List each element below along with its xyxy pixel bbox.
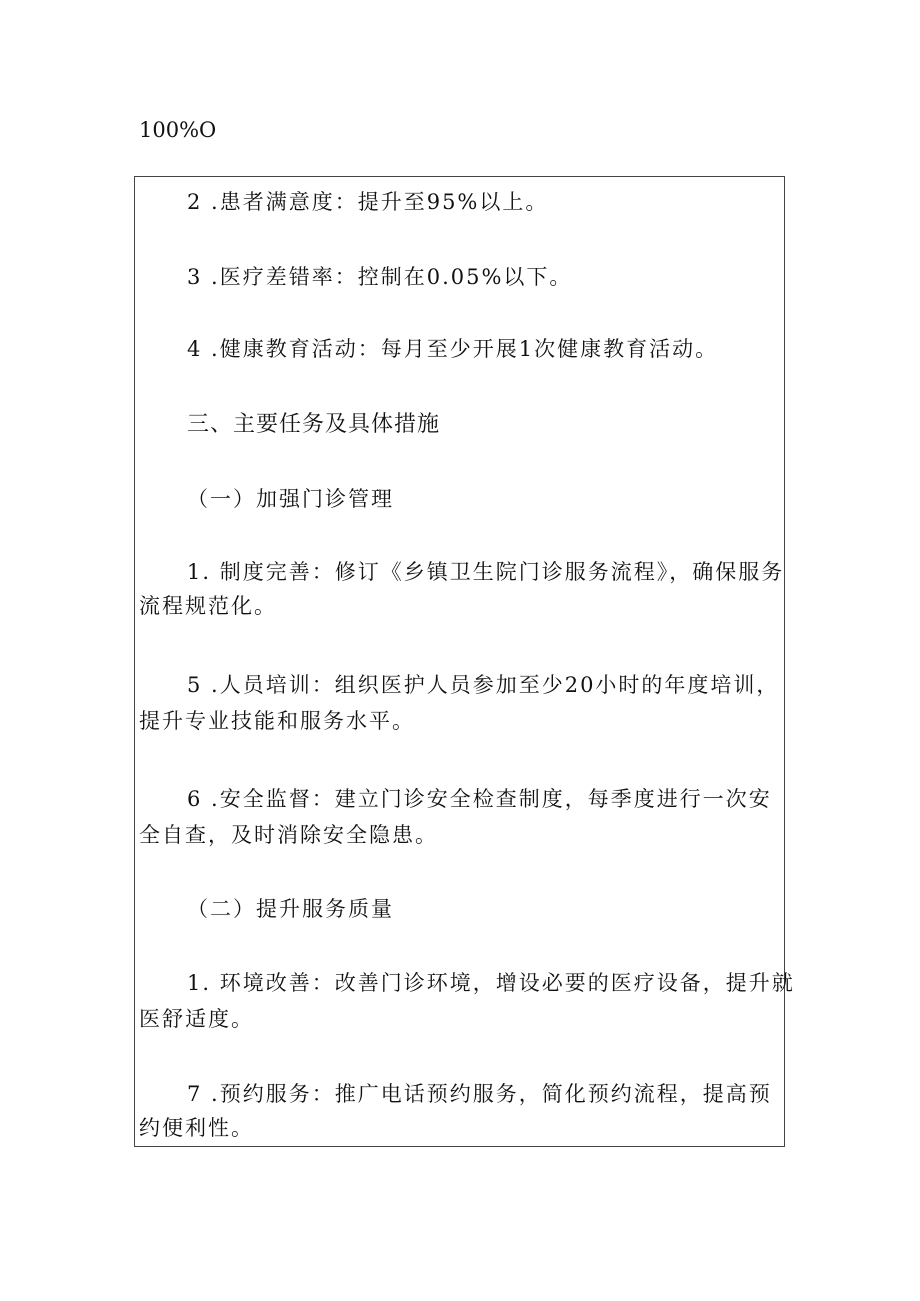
measure-environment-line1: 1. 环境改善：改善门诊环境，增设必要的医疗设备，提升就 — [187, 971, 795, 995]
page-fragment-text: 100%O — [139, 118, 217, 142]
target-item-health-education: 4 .健康教育活动：每月至少开展1次健康教育活动。 — [187, 337, 719, 361]
measure-environment-line2: 医舒适度。 — [139, 1007, 254, 1031]
measure-system-improvement-line1: 1. 制度完善：修订《乡镇卫生院门诊服务流程》，确保服务 — [187, 560, 785, 584]
measure-system-improvement-line2: 流程规范化。 — [139, 594, 277, 618]
subsection-heading-outpatient-management: （一）加强门诊管理 — [187, 487, 394, 511]
target-item-satisfaction: 2 .患者满意度：提升至95%以上。 — [187, 190, 549, 214]
measure-staff-training-line1: 5 .人员培训：组织医护人员参加至少20小时的年度培训， — [187, 673, 780, 697]
measure-appointment-line2: 约便利性。 — [139, 1116, 254, 1140]
measure-safety-supervision-line1: 6 .安全监督：建立门诊安全检查制度，每季度进行一次安 — [187, 787, 772, 811]
measure-staff-training-line2: 提升专业技能和服务水平。 — [139, 709, 415, 733]
measure-appointment-line1: 7 .预约服务：推广电话预约服务，简化预约流程，提高预 — [187, 1082, 772, 1106]
measure-safety-supervision-line2: 全自查，及时消除安全隐患。 — [139, 823, 438, 847]
subsection-heading-service-quality: （二）提升服务质量 — [187, 897, 394, 921]
section-heading-main-tasks: 三、主要任务及具体措施 — [187, 412, 441, 437]
content-frame — [134, 176, 795, 1147]
target-item-error-rate: 3 .医疗差错率：控制在0.05%以下。 — [187, 265, 573, 289]
